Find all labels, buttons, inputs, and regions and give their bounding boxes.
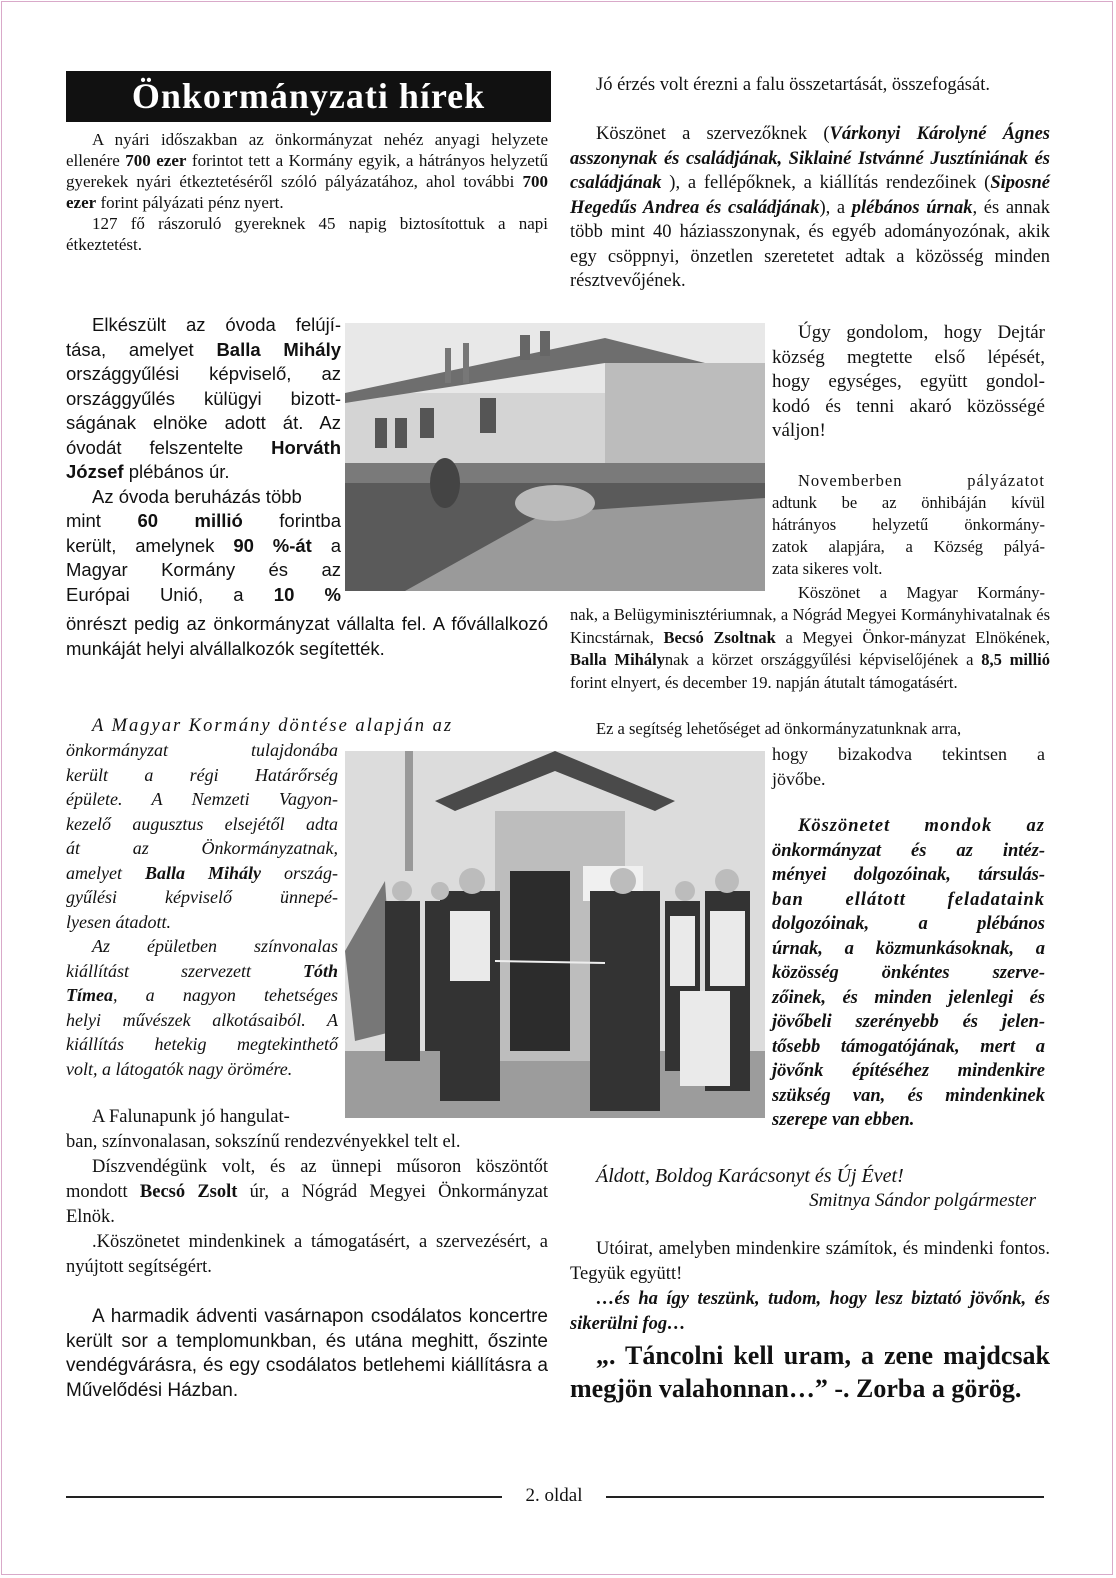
kg-line: József plébános úr. (66, 461, 230, 482)
help-paragraph: hogy bizakodva tekintsen a jövőbe. (772, 744, 1045, 789)
kg-line: országgyűlés külügyi bizott- (66, 387, 341, 409)
gov-paragraph: nak, a Belügyminisztériumnak, a Nógrád Megyei Kormányhivatalnak és Kincstárnak, Becsó Zsoltnak a Megyei Önkor-mányzat Elnökének, Balla Mihálynak a körzet országgyűlési képviselőjének a 8,5 millió forint elnyert, és december 19. napján átutalt támogatásért. (570, 605, 1051, 692)
border-guard-article (66, 738, 338, 1081)
summer-article (66, 129, 548, 255)
november-paragraph: Novemberben pályázatot adtunk be az önhibáján kívül hátrányos helyzetű önkormány- zatok alapjára, a Község pályá- zata sikeres volt. (772, 471, 1045, 578)
advent-paragraph: A harmadik ádventi vasárnapon csodálatos koncertre került sor a templomunkban, és utána meghitt, őszinte vendégvárásra, és egy csodálatos betlehemi kiállításra a Művelődési Házban. (66, 1306, 548, 1401)
bg-line: helyi művészek alkotásaiból. A (66, 1009, 338, 1030)
kindergarten-photo (345, 323, 765, 591)
bg-line: amelyet Balla Mihály ország- (66, 862, 338, 883)
bg-line: épülete. A Nemzeti Vagyon- (66, 789, 338, 809)
section-title: Önkormányzati hírek (66, 71, 551, 122)
kg-line: tása, amelyet Balla Mihály (66, 338, 341, 360)
intro-paragraph: Jó érzés volt érezni a falu összetartását, összefogását. (596, 75, 990, 95)
kg-line: Magyar Kormány és az (66, 559, 341, 580)
kg-line: Európai Unió, a 10 % (66, 583, 341, 605)
big-thanks-paragraph: Köszönetet mondok az önkormányzat és az intéz- ményei dolgozóinak, társulás- ban ellátott feladataink dolgozóinak, a plébános úrnak, a közmunkásoknak, a közösség önkéntes szerve- zőinek, és minden jelenlegi és jövőbeli szerényebb és jelen- tősebb támogatójának, mert a jövőnk építéséhez mindenkire szükség van, és mindenkinek szerepe van ebben. (772, 816, 1045, 1130)
postscript-paragraph: Utóirat, amelyben mindenkire számítok, és mindenki fontos. Tegyük együtt! (570, 1239, 1050, 1284)
gov-first-line: Köszönet a Magyar Kormány- (798, 583, 1045, 602)
guest-paragraph: Díszvendégünk volt, és az ünnepi műsoron köszöntőt mondott Becsó Zsolt úr, a Nógrád Megyei Önkormányzat Elnök. (66, 1157, 548, 1227)
bg-line: kiállítás hetekig megtekinthető (66, 1034, 338, 1054)
thanks-paragraph: .Köszönetet mindenkinek a támogatásért, a szervezésért, a nyújtott segítségért. (66, 1232, 548, 1277)
signature: Smitnya Sándor polgármester (809, 1190, 1036, 1211)
kg-line: Elkészült az óvoda felújí- (92, 314, 341, 335)
border-guard-first-line: A Magyar Kormány döntése alapján az (92, 716, 454, 736)
ribbon-cutting-photo (345, 751, 765, 1118)
page-number: 2. oldal (525, 1485, 583, 1506)
bg-line: át az Önkormányzatnak, (66, 838, 338, 858)
zorba-quote: „. Táncolni kell uram, a zene majdcsak megjön valahonnan…” -. Zorba a görög. (570, 1341, 1050, 1403)
bg-line: lyesen átadott. (66, 911, 171, 932)
summer-paragraph-1: A nyári időszakban az önkormányzat nehéz anyagi helyzete ellenére 700 ezer forintot tett a Kormány egyik, a hátrányos helyzetű gyerekek nyári étkeztetéséről szóló pályázatához, ahol további 700 ezer forint pályázati pénz nyert. (66, 130, 548, 212)
bg-line: önkormányzat tulajdonába (66, 740, 338, 760)
kg-line: ságának elnöke adott át. Az (66, 412, 341, 433)
kg-line: mint 60 millió forintba (66, 510, 341, 531)
kg-line: került, amelynek 90 %-át a (66, 534, 341, 556)
kg-line: óvodát felszentelte Horváth (66, 436, 341, 458)
bg-line: gyűlési képviselő ünnepé- (66, 887, 338, 907)
village-day-first-line: A Falunapunk jó hangulat- (92, 1107, 290, 1127)
kg-line: országgyűlési képviselő, az (66, 363, 341, 384)
bg-line: kezelő augusztus elsejétől adta (66, 813, 338, 834)
kg-line: Az óvoda beruházás több (92, 485, 302, 507)
bg-line: került a régi Határőrség (66, 764, 338, 785)
footer-rule-left (66, 1496, 502, 1498)
help-first-line: Ez a segítség lehetőséget ad önkormányzatunknak arra, (596, 719, 962, 738)
village-day-rest: ban, színvonalasan, sokszínű rendezvényekkel telt el. (66, 1132, 461, 1152)
kindergarten-article (66, 313, 341, 607)
holiday-greeting: Áldott, Boldog Karácsonyt és Új Évet! (596, 1165, 904, 1187)
postscript-bold: …és ha így teszünk, tudom, hogy lesz biztató jövőnk, és sikerülni fog… (570, 1289, 1050, 1334)
bg-line: Tímea, a nagyon tehetséges (66, 985, 338, 1005)
summer-paragraph-2: 127 fő rászoruló gyereknek 45 napig biztosítottuk a napi étkeztetést. (66, 214, 548, 254)
footer-rule-right (606, 1496, 1044, 1498)
bg-line: Az épületben színvonalas (92, 936, 338, 956)
organizers-thanks: Köszönet a szervezőknek (Várkonyi Károlyné Ágnes asszonynak és családjának, Siklainé Istvánné Jusztíniának és családjának ), a fellépőknek, a kiállítás rendezőinek (Siposné Hegedűs Andrea és családjának), a plébános úrnak, és annak több mint 40 háziasszonynak, és egyéb adományozónak, akik egy csöppnyi, önzetlen szeretetet adtak a közösség minden résztvevőjének. (570, 124, 1051, 291)
dejtar-paragraph: Úgy gondolom, hogy Dejtár község megtette első lépését, hogy egységes, együtt gondol- kodó és tenni akaró közösségé váljon! (772, 322, 1045, 441)
bg-line: kiállítást szervezett Tóth (66, 960, 338, 981)
kindergarten-tail: önrészt pedig az önkormányzat vállalta fel. A fővállalkozó munkáját helyi alvállalkozók segítették. (66, 613, 548, 659)
bg-line: volt, a látogatók nagy örömére. (66, 1058, 293, 1079)
